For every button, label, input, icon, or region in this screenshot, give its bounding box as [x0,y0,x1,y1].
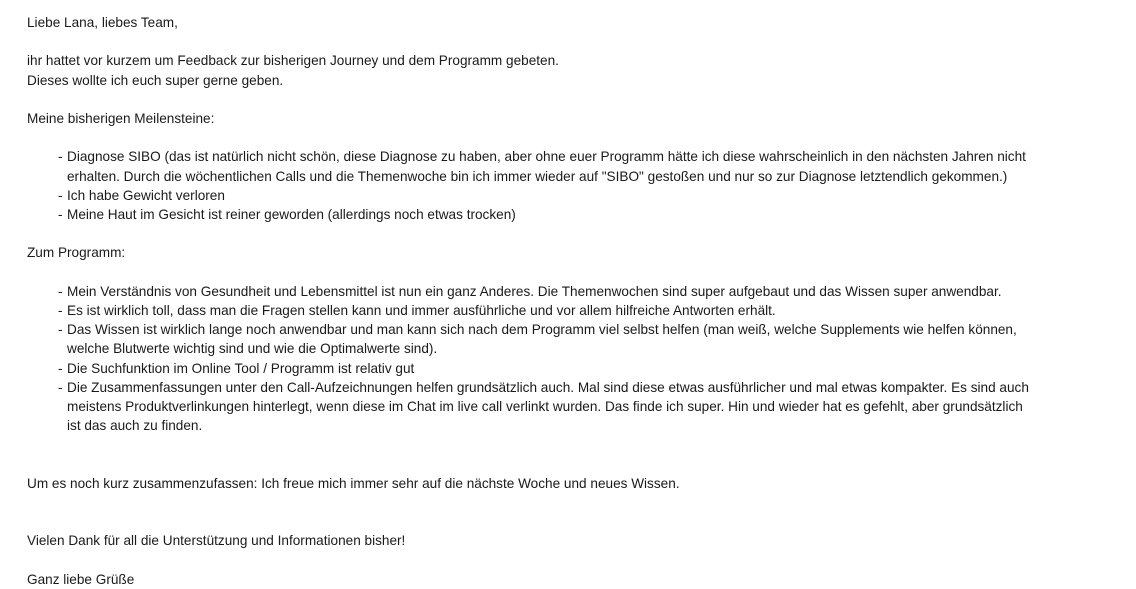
blank-line [27,550,1117,569]
blank-line [27,263,1117,282]
list-item [58,378,1117,436]
blank-line [27,32,1117,51]
intro-line: Dieses wollte ich euch super gerne geben. [27,72,284,88]
list-item-text: - Die Zusammenfassungen unter den Call-Aufzeichnungen helfen grundsätzlich auch. Mal sind diese etwas ausführlicher und mal etwas kompakter. Es sind auch [67,379,1029,395]
list-item-text: - Das Wissen ist wirklich lange noch anwendbar und man kann sich nach dem Programm viel selbst helfen (man weiß, welche Supplements wie helfen können, [67,322,1017,338]
list-item [58,320,1117,358]
list-item-text: erhalten. Durch die wöchentlichen Calls und die Themenwoche bin ich immer wieder auf "SIBO" gestoßen und nur so zur Diagnose letztendlich gekommen.) [67,168,1008,184]
list-item [58,282,1117,301]
blank-line [27,224,1117,243]
blank-line [27,90,1117,109]
blank-line [27,493,1117,531]
intro-line: ihr hattet vor kurzem um Feedback zur bisherigen Journey und dem Programm gebeten. [27,53,559,69]
letter-document [27,13,1117,589]
list-item-text: - Diagnose SIBO (das ist natürlich nicht schön, diese Diagnose zu haben, aber ohne euer Programm hätte ich diese wahrscheinlich in den nächsten Jahren nicht [67,149,1026,165]
list-item [58,301,1117,320]
greeting: Liebe Lana, liebes Team, [27,15,178,30]
list-item-text: welche Blutwerte wichtig sind und wie die Optimalwerte sind). [67,341,438,357]
summary-text: Um es noch kurz zusammenzufassen: Ich freue mich immer sehr auf die nächste Woche und neues Wissen. [27,475,680,491]
list-item-text: meistens Produktverlinkungen hinterlegt, wenn diese im Chat im live call verlinkt wurden. Das finde ich super. Hin und wieder hat es gefehlt, aber grundsätzlich [67,398,1023,414]
list-item-text: - Ich habe Gewicht verloren [67,187,225,203]
list-item [58,147,1117,185]
milestones-list [27,147,1117,224]
program-heading: Zum Programm: [27,245,126,261]
program-list [27,282,1117,436]
list-item [58,359,1117,378]
closing-text: Ganz liebe Grüße [27,571,135,587]
list-item-text: - Es ist wirklich toll, dass man die Fragen stellen kann und immer ausführliche und vor allem hilfreiche Antworten erhält. [67,302,776,318]
list-item-text: - Meine Haut im Gesicht ist reiner geworden (allerdings noch etwas trocken) [67,206,516,222]
list-item [58,186,1117,205]
list-item-text: - Die Suchfunktion im Online Tool / Programm ist relativ gut [67,360,415,376]
milestones-heading: Meine bisherigen Meilensteine: [27,110,215,126]
blank-line [27,128,1117,147]
thanks-text: Vielen Dank für all die Unterstützung und Informationen bisher! [27,533,406,549]
list-item [58,205,1117,224]
list-item-text: ist das auch zu finden. [67,418,203,434]
blank-line [27,435,1117,473]
list-item-text: - Mein Verständnis von Gesundheit und Lebensmittel ist nun ein ganz Anderes. Die Themenwochen sind super aufgebaut und das Wissen super anwendbar. [67,283,1002,299]
